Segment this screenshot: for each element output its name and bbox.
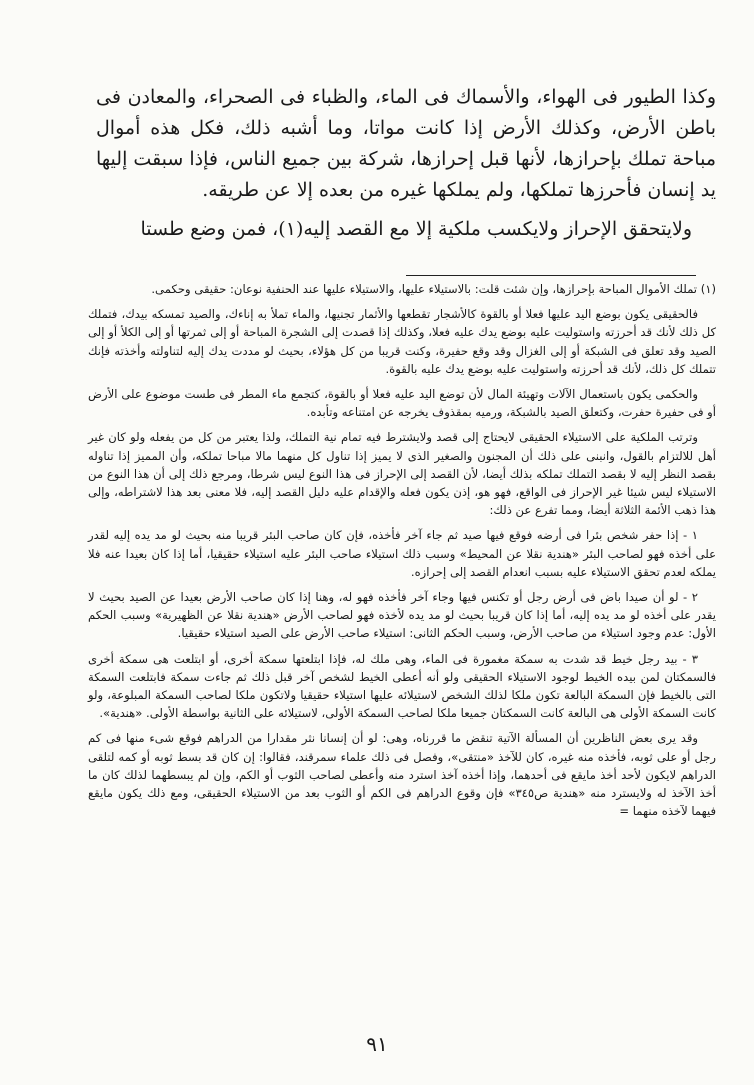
footnote-paragraph: ٣ - بيد رجل خيط قد شدت به سمكة مغمورة فى الماء، وهى ملك له، فإذا ابتلعتها سمكة أخرى، أو ابتلعت هى سمكة أخرى فالسمكتان لمن بيده الخيط لوجود الاستيلاء الحقيقى ولو أنه أعطى الخيط لشخص آخر قبل ذلك ثم جاءت سمكة فابتلعت السمكة التى بالخيط فإن السمكة البالعة تكون ملكا لذلك الشخص لاستيلائه عليها استيلاء حقيقيا ولاتكون ملكا لصاحب السمكة المبلوعة، ولو كانت السمكة الأولى هى البالعة كانت السمكتان جميعا ملكا لصاحب السمكة الأولى، لاستيلائه على الثانية بواسطة الأولى. «هندية». <box>88 651 716 721</box>
footnote-paragraph: والحكمى يكون باستعمال الآلات وتهيئة المال لأن توضع اليد عليه فعلا أو بالقوة، كتجمع ماء المطر فى طست موضوع على الأرض أو فى حفيرة حفرت، وكتعلق الصيد بالشبكة، ورميه بمقذوف يخرجه عن امتناعه وتأبده. <box>88 387 716 420</box>
main-paragraph-1: وكذا الطيور فى الهواء، والأسماك فى الماء، والظباء فى الصحراء، والمعادن فى باطن الأرض، وكذلك الأرض إذا كانت مواتا، وما أشبه ذلك، فكل هذه أموال مباحة تملك بإحرازها، لأنها قبل إحرازها، شركة بين جميع الناس، فإذا سبقت إليها يد إنسان فأحرزها تملكها، ولم يملكها غيره من بعده إلا عن طريقه. <box>96 86 716 201</box>
footnote-paragraph: ٢ - لو أن صيدا باض فى أرض رجل أو تكنس فيها وجاء آخر فأخذه فهو له، وهنا إذا كان صاحب الأرض بعيدا عن الصيد بحيث لا يقدر على أخذه لو مد يده إليه، أما إذا كان قريبا بحيث لو مد يده لأخذه فهو لصاحب الأرض «هندية نقلا عن الظهيرية» وسبب الحكم الأول: عدم وجود استيلاء من صاحب الأرض، وسبب الحكم الثانى: استيلاء صاحب الأرض على الصيد استيلاء حقيقيا. <box>88 590 716 641</box>
footnote-paragraph: (١) تملك الأموال المباحة بإحرازها، وإن شئت قلت: بالاستيلاء عليها، والاستيلاء عليها عند الحنفية نوعان: حقيقى وحكمى. <box>151 282 716 296</box>
footnotes <box>88 280 716 820</box>
main-paragraph-2: ولايتحقق الإحراز ولايكسب ملكية إلا مع القصد إليه(١)، فمن وضع طستا <box>140 218 692 240</box>
footnote-paragraph: وترتب الملكية على الاستيلاء الحقيقى لايحتاج إلى قصد ولايشترط فيه تمام نية التملك، ولذا يعتبر من كل من يفعله ولو كان غير أهل للالتزام بالقول، وانبنى على ذلك أن المجنون والصغير الذى لا يميز إذا تناول كل منهما مالا مباحا تملكه، وأن المميز إذا تناوله بقصد النظر إليه لا بقصد التملك تملكه بذلك أيضا، لأن القصد إلى الإحراز فى هذا النوع ليس شرطا، ومرجع ذلك إلى أن هذا النوع من الاستيلاء ليس شيئا غير الإحراز فى الواقع، فهو هو، إذن يكون فعله والإقدام عليه دليل القصد إليه، فلا معنى بعد هذا لاشتراطه، وإلى هذا ذهب الأئمة الثلاثة أيضا، ومما تفرع عن ذلك: <box>88 430 716 518</box>
footnote-separator <box>406 275 696 276</box>
main-text <box>96 82 716 245</box>
footnote-paragraph: فالحقيقى يكون بوضع اليد عليها فعلا أو بالقوة كالأشجار تقطعها والأثمار تجنيها، والماء تملأ به إناءك، والصيد تمسكه بيدك، فتملك كل ذلك لأنك قد أحرزته واستوليت عليه بوضع يدك عليه فعلا، وكذلك إذا قصدت إلى الشجرة المباحة أو إلى ثمرتها أو إلى الكلأ أو إلى الصيد وقد تعلق فى الشبكة أو إلى الغزال وقد وقع حفيرة، وكنت قريبا من كل هؤلاء، بحيث لو مددت يدك إليه لتناولته وأخذته فإنك تتملك كل ذلك، لأنك قد أحرزته واستوليت عليه بوضع يدك عليه بالقوة. <box>88 307 716 376</box>
footnote-paragraph: وقد يرى بعض الناظرين أن المسألة الآتية تنقض ما قررناه، وهى: لو أن إنسانا نثر مقدارا من الدراهم فوقع شىء منها فى كم رجل أو على ثوبه، فأخذه منه غيره، كان للآخذ «منتقى»، وفصل فى ذلك علماء سمرقند، فقالوا: إن كان قد بسط ثوبه أو كمه لتلقى الدراهم لايكون لأحد أخذ مايقع فى أحدهما، وإذا أخذه آخذ استرد منه وأعطى لصاحب الثوب أو الكم، وإن لم يبسطهما لذلك كان ما أخذ الآخذ له ولايسترد منه «هندية ص٣٤٥» فإن وقوع الدراهم فى الكم أو الثوب بعد من الاستيلاء الحقيقى، ومع ذلك يكون مايقع فيهما لآخذه منهما = <box>88 731 716 819</box>
page-number: ٩١ <box>366 1032 388 1056</box>
footnote-paragraph: ١ - إذا حفر شخص بئرا فى أرضه فوقع فيها صيد ثم جاء آخر فأخذه، فإن كان صاحب البئر قريبا منه بحيث لو مد يده إليه لقدر على أخذه فهو لصاحب البئر «هندية نقلا عن المحيط» وسبب ذلك استيلاء صاحب البئر عليه استيلاء حقيقيا، أما إذا كان بعيدا عنه فلا يملكه لعدم تحقق الاستيلاء عليه بسبب انعدام القصد إلى إحرازه. <box>88 528 716 579</box>
